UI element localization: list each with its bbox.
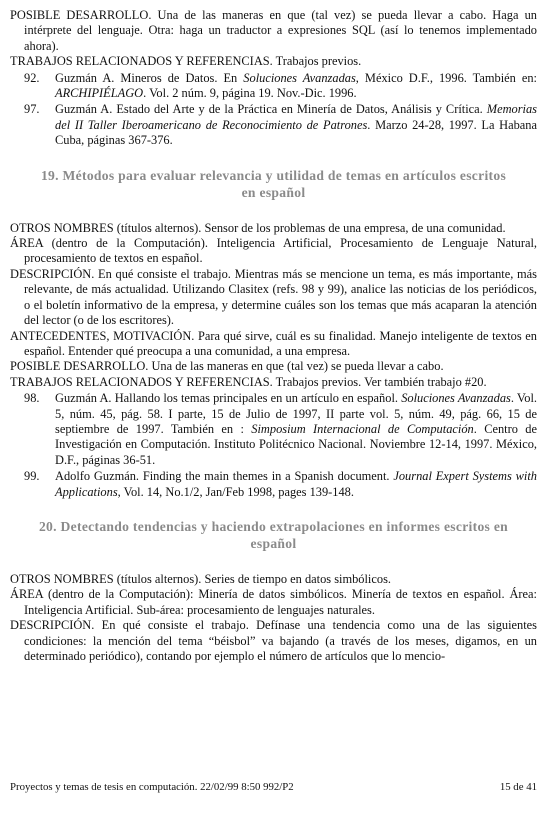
descripcion-paragraph: DESCRIPCIÓN. En qué consiste el trabajo. Defínase una tendencia como una de las siguientes condiciones: la mención del tema “béisbol” va bajando (a través de los meses, digamos, en un determinado periódico), contando por ejemplo el número de artículos que lo mencio- [10,618,537,663]
reference-number: 92. [24,70,40,85]
footer-page-number: 15 de 41 [499,781,537,793]
otros-nombres-paragraph: OTROS NOMBRES (títulos alternos). Series de tiempo en datos simbólicos. [10,571,391,586]
reference-text: Guzmán A. Mineros de Datos. En Soluciones Avanzadas, México D.F., 1996. También en: ARCHIPIÉLAGO. Vol. 2 núm. 9, página 19. Nov.-Dic. 1996. [55,70,538,101]
reference-item [10,71,537,102]
area-paragraph: ÁREA (dentro de la Computación): Minería de datos simbólicos. Minería de textos en español. Área: Inteligencia Artificial. Sub-área: procesamiento de lenguajes naturales. [10,587,537,617]
otros-nombres-paragraph: OTROS NOMBRES (títulos alternos). Sensor de los problemas de una empresa, de una comunidad. [10,220,506,235]
trabajos-relacionados-paragraph: TRABAJOS RELACIONADOS Y REFERENCIAS. Trabajos previos. Ver también trabajo #20. [10,374,487,389]
reference-text: Guzmán A. Estado del Arte y de la Práctica en Minería de Datos, Análisis y Crítica. Memorias del II Taller Iberoamericano de Reconocimiento de Patrones. Marzo 24-28, 1997. La Habana Cuba, páginas 367-376. [55,102,537,148]
section-19-heading: 19. Métodos para evaluar relevancia y utilidad de temas en artículos escritos en español [40,167,507,200]
reference-number: 97. [24,102,40,117]
descripcion-paragraph: DESCRIPCIÓN. En qué consiste el trabajo. Mientras más se mencione un tema, es más importante, más relevante, de más actualidad. Utilizando Clasitex (refs. 98 y 99), analice las noticias de los periódicos, o el boletín informativo de la empresa, y determine cuáles son los temas que más acaparan la atención del lector (o de los escritores). [10,266,537,328]
page-content [10,8,537,664]
antecedentes-paragraph: ANTECEDENTES, MOTIVACIÓN. Para qué sirve, cuál es su finalidad. Manejo inteligente de textos en español. Entender qué preocupa a una comunidad, a una empresa. [10,328,537,358]
area-paragraph: ÁREA (dentro de la Computación). Inteligencia Artificial, Procesamiento de Lenguaje Natural, procesamiento de textos en español. [10,236,537,266]
footer-document-info: Proyectos y temas de tesis en computación. 22/02/99 8:50 992/P2 [10,781,294,793]
reference-text: Guzmán A. Hallando los temas principales en un artículo en español. Soluciones Avanzadas. Vol. 5, núm. 45, pág. 58. I parte, 15 de Julio de 1997, II parte vol. 5, núm. 49, pág. 66, 15 de septiembre de 1997. También en : Simposium Internacional de Computación. Centro de Investigación en Computación. Instituto Politécnico Nacional. Noviembre 12-14, 1997. México, D.F., páginas 36-51. [55,391,538,467]
reference-number: 99. [24,469,40,484]
reference-item [10,391,537,468]
posible-desarrollo-paragraph: POSIBLE DESARROLLO. Una de las maneras en que (tal vez) se pueda llevar a cabo. [10,359,444,374]
trabajos-relacionados-heading: TRABAJOS RELACIONADOS Y REFERENCIAS. Trabajos previos. [10,54,362,69]
page-footer [10,781,537,794]
reference-number: 98. [24,391,40,406]
posible-desarrollo-paragraph: POSIBLE DESARROLLO. Una de las maneras en que (tal vez) se pueda llevar a cabo. Haga un intérprete del lenguaje. Otra: haga un traductor a expresiones SQL (así lo tenemos implementado ahora). [10,8,537,53]
reference-item [10,469,537,500]
section-20-heading: 20. Detectando tendencias y haciendo extrapolaciones en informes escritos en español [38,518,509,551]
reference-text: Adolfo Guzmán. Finding the main themes in a Spanish document. Journal Expert Systems with Applications, Vol. 14, No.1/2, Jan/Feb 1998, pages 139-148. [55,469,537,499]
reference-item [10,102,537,148]
